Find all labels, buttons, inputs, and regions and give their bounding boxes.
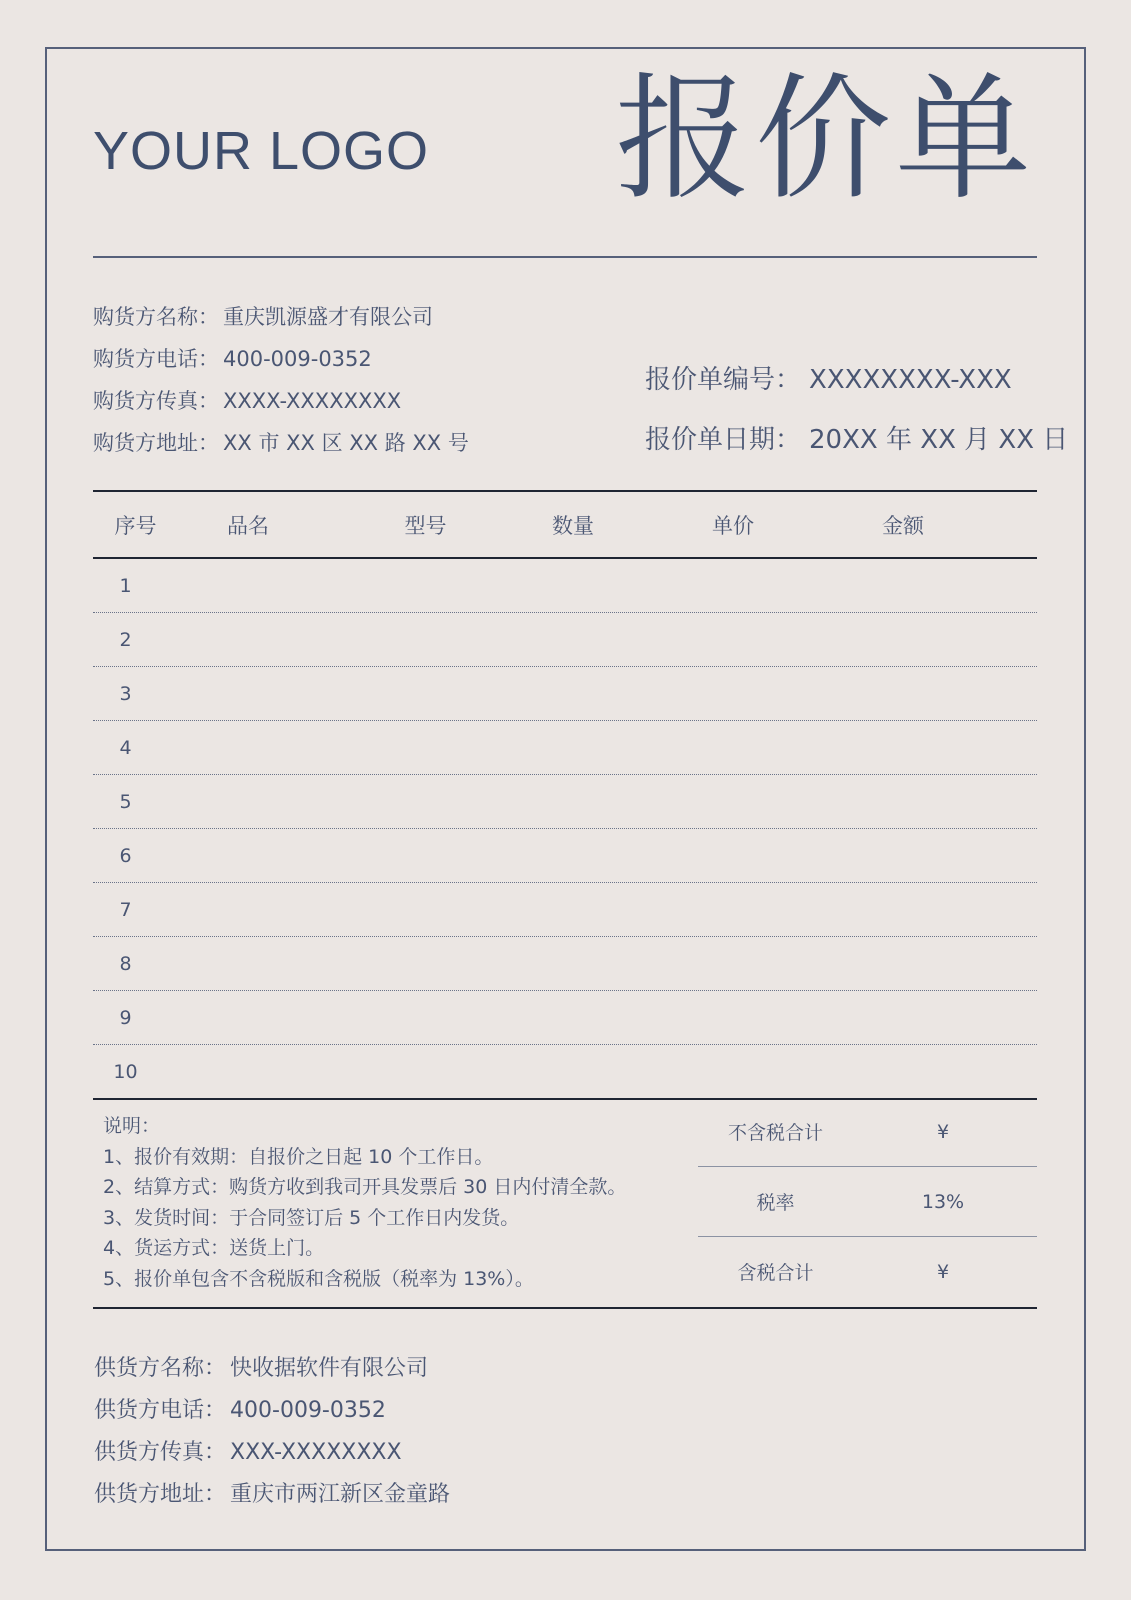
supplier-name-row <box>94 1348 450 1390</box>
subtotal-excl-tax-row <box>698 1097 1037 1167</box>
total-incl-tax-value: ¥ <box>936 1260 950 1283</box>
supplier-fax-label: 供货方传真： <box>94 1440 227 1465</box>
row-index: 1 <box>119 574 132 597</box>
note-item: 4、货运方式：送货上门。 <box>103 1237 325 1259</box>
table-row <box>93 721 1037 775</box>
supplier-phone-value: 400-009-0352 <box>230 1398 386 1423</box>
table-row <box>93 613 1037 667</box>
table-row <box>93 559 1037 613</box>
header-divider <box>93 256 1037 258</box>
header-amount: 金额 <box>882 513 924 538</box>
buyer-phone-value: 400-009-0352 <box>223 347 372 371</box>
buyer-address-row <box>93 422 469 464</box>
quote-number-row <box>645 350 1068 410</box>
row-index: 7 <box>119 898 132 921</box>
table-row <box>93 937 1037 991</box>
table-row <box>93 1045 1037 1100</box>
tax-rate-label: 税率 <box>756 1192 795 1214</box>
buyer-name-row <box>93 296 469 338</box>
supplier-address-label: 供货方地址： <box>94 1482 227 1507</box>
supplier-address-value: 重庆市两江新区金童路 <box>230 1482 451 1507</box>
table-row <box>93 667 1037 721</box>
supplier-phone-row <box>94 1390 450 1432</box>
note-item: 5、报价单包含不含税版和含税版（税率为 13%）。 <box>103 1267 534 1290</box>
supplier-name-label: 供货方名称： <box>94 1356 227 1381</box>
supplier-name-value: 快收据软件有限公司 <box>230 1356 429 1381</box>
row-index: 3 <box>119 682 132 705</box>
header-product-name: 品名 <box>227 513 269 538</box>
table-row <box>93 991 1037 1045</box>
quote-number-value: XXXXXXXX-XXX <box>809 365 1012 395</box>
row-index: 9 <box>119 1006 132 1029</box>
buyer-name-value: 重庆凯源盛才有限公司 <box>223 305 433 329</box>
buyer-info <box>93 296 469 464</box>
buyer-fax-label: 购货方传真： <box>93 389 219 413</box>
row-index: 6 <box>119 844 132 867</box>
note-item: 3、发货时间：于合同签订后 5 个工作日内发货。 <box>103 1206 520 1229</box>
note-item: 2、结算方式：购货方收到我司开具发票后 30 日内付清全款。 <box>103 1176 627 1198</box>
total-incl-tax-row <box>698 1237 1037 1306</box>
row-index: 5 <box>119 790 132 813</box>
note-item: 1、报价有效期：自报价之日起 10 个工作日。 <box>103 1145 494 1168</box>
header-unit-price: 单价 <box>712 513 754 538</box>
row-index: 2 <box>119 628 132 651</box>
supplier-address-row <box>94 1474 450 1516</box>
row-index: 4 <box>119 736 132 759</box>
buyer-fax-value: XXXX-XXXXXXXX <box>223 389 402 413</box>
quote-number-label: 报价单编号： <box>645 365 802 395</box>
subtotal-excl-tax-label: 不含税合计 <box>727 1122 823 1144</box>
table-row <box>93 775 1037 829</box>
table-row <box>93 829 1037 883</box>
buyer-phone-row <box>93 338 469 380</box>
quote-meta <box>645 350 1068 470</box>
supplier-fax-value: XXX-XXXXXXXX <box>230 1440 402 1465</box>
quote-table <box>93 490 1037 1100</box>
buyer-fax-row <box>93 380 469 422</box>
total-incl-tax-label: 含税合计 <box>737 1262 814 1284</box>
quote-date-label: 报价单日期： <box>645 425 802 455</box>
notes <box>103 1111 626 1294</box>
tax-rate-row <box>698 1167 1037 1237</box>
row-index: 10 <box>113 1060 138 1083</box>
buyer-address-label: 购货方地址： <box>93 431 219 455</box>
supplier-info <box>94 1348 450 1516</box>
notes-title: 说明： <box>103 1115 161 1137</box>
header-model: 型号 <box>404 513 447 538</box>
row-index: 8 <box>119 952 132 975</box>
buyer-name-label: 购货方名称： <box>93 305 219 329</box>
notes-and-totals <box>93 1097 1037 1309</box>
logo-placeholder: YOUR LOGO <box>93 121 430 181</box>
totals <box>698 1097 1037 1306</box>
buyer-phone-label: 购货方电话： <box>93 347 219 371</box>
quote-date-row <box>645 410 1068 470</box>
tax-rate-value: 13% <box>921 1190 965 1213</box>
subtotal-excl-tax-value: ¥ <box>936 1120 950 1143</box>
supplier-fax-row <box>94 1432 450 1474</box>
header-index: 序号 <box>114 513 157 538</box>
document-title: 报价单 <box>615 61 1035 219</box>
supplier-phone-label: 供货方电话： <box>94 1398 227 1423</box>
table-header <box>93 490 1037 559</box>
header-quantity: 数量 <box>552 513 594 538</box>
buyer-address-value: XX 市 XX 区 XX 路 XX 号 <box>223 431 469 455</box>
quote-date-value: 20XX 年 XX 月 XX 日 <box>809 425 1069 455</box>
table-row <box>93 883 1037 937</box>
